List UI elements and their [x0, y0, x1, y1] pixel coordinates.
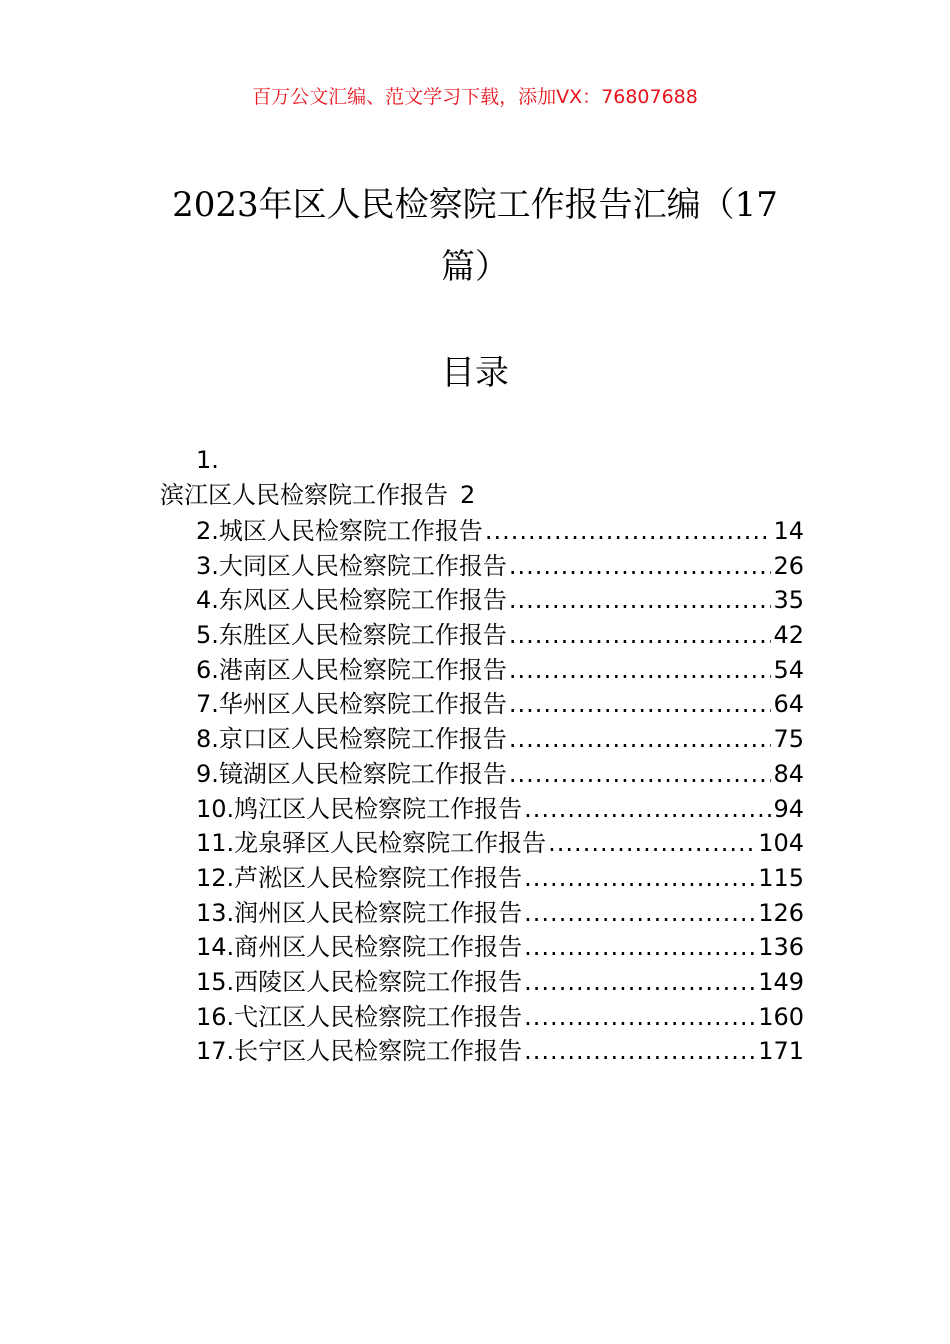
- toc-item[interactable]: [196, 722, 804, 757]
- toc-item-leader: [524, 965, 756, 999]
- toc-item-label: 9.镜湖区人民检察院工作报告: [196, 759, 507, 788]
- toc-item-page: 14: [773, 517, 804, 545]
- toc-item[interactable]: [196, 757, 804, 792]
- toc-item-page: 84: [773, 759, 804, 788]
- toc-item-page: 26: [773, 551, 804, 580]
- title-line-1: [0, 174, 950, 236]
- toc-item-label: 7.华州区人民检察院工作报告: [196, 690, 507, 719]
- toc-item-leader: [509, 722, 772, 756]
- toc-item-label: 4.东风区人民检察院工作报告: [196, 586, 507, 615]
- toc-item[interactable]: [196, 792, 804, 827]
- toc-item-1[interactable]: [160, 479, 475, 511]
- title-line-2: 篇）: [441, 247, 509, 287]
- toc-item[interactable]: [196, 653, 804, 688]
- toc-item-page: 160: [758, 1002, 804, 1031]
- document-title: [0, 174, 950, 298]
- toc-item[interactable]: [196, 1034, 804, 1069]
- watermark-text: 百万公文汇编、范文学习下载，添加VX：76807688: [252, 86, 698, 108]
- title-year: 2023: [172, 185, 259, 225]
- toc-item[interactable]: [196, 930, 804, 965]
- toc-item-leader: [524, 1000, 756, 1034]
- toc-item[interactable]: [196, 583, 804, 618]
- toc-item[interactable]: [196, 514, 804, 549]
- toc-item-label: 15.西陵区人民检察院工作报告: [196, 967, 523, 996]
- toc-item-label: 2.城区人民检察院工作报告: [196, 517, 483, 545]
- toc-item-leader: [524, 792, 771, 826]
- toc-item-label: 11.龙泉驿区人民检察院工作报告: [196, 829, 547, 858]
- toc-list: [196, 514, 804, 1069]
- toc-item-label: 14.商州区人民检察院工作报告: [196, 933, 523, 962]
- toc-item-label: 16.弋江区人民检察院工作报告: [196, 1002, 523, 1031]
- toc-item-leader: [485, 514, 772, 548]
- toc-item-label: 10.鸠江区人民检察院工作报告: [196, 794, 523, 823]
- toc-item[interactable]: [196, 687, 804, 722]
- toc-item-leader: [509, 687, 772, 721]
- toc-item-page: 136: [758, 933, 804, 962]
- toc-heading: 目录: [441, 353, 509, 393]
- toc-item-leader: [509, 583, 772, 617]
- toc-item[interactable]: [196, 896, 804, 931]
- toc-item[interactable]: [196, 1000, 804, 1035]
- toc-item-leader: [524, 1034, 756, 1068]
- toc-item-page: 126: [758, 898, 804, 927]
- toc-item[interactable]: [196, 826, 804, 861]
- toc-item-page: 75: [773, 725, 804, 754]
- toc-item-page: 115: [758, 863, 804, 892]
- toc-item[interactable]: [196, 965, 804, 1000]
- toc-item-leader: [524, 930, 756, 964]
- toc-item[interactable]: [196, 861, 804, 896]
- toc-item-page: 64: [773, 690, 804, 719]
- toc-item-page: 94: [773, 794, 804, 823]
- toc-item-label: 5.东胜区人民检察院工作报告: [196, 621, 507, 650]
- toc-item-page: 149: [758, 967, 804, 996]
- toc-item-label: 8.京口区人民检察院工作报告: [196, 725, 507, 754]
- toc-item-label: 3.大同区人民检察院工作报告: [196, 551, 507, 580]
- toc-item-1-page: 2: [460, 481, 476, 509]
- title-text: 年区人民检察院工作报告汇编（: [258, 185, 735, 225]
- toc-item[interactable]: [196, 618, 804, 653]
- toc-item-leader: [524, 861, 756, 895]
- title-count: 17: [734, 185, 778, 225]
- toc-item-1-title: 滨江区人民检察院工作报告: [160, 481, 448, 509]
- toc-item-page: 104: [758, 829, 804, 858]
- toc-item-leader: [509, 618, 772, 652]
- toc-item-leader: [509, 757, 772, 791]
- toc-item[interactable]: [196, 549, 804, 584]
- toc-item-leader: [509, 549, 772, 583]
- toc-item-label: 6.港南区人民检察院工作报告: [196, 655, 507, 684]
- toc-item-label: 17.长宁区人民检察院工作报告: [196, 1037, 523, 1066]
- toc-item-leader: [509, 653, 772, 687]
- toc-item-page: 42: [773, 621, 804, 650]
- toc-item-label: 12.芦淞区人民检察院工作报告: [196, 863, 523, 892]
- toc-item-leader: [524, 896, 756, 930]
- toc-item-page: 171: [758, 1037, 804, 1066]
- toc-item-leader: [548, 826, 756, 860]
- toc-item-label: 13.润州区人民检察院工作报告: [196, 898, 523, 927]
- toc-item-page: 35: [773, 586, 804, 615]
- toc-item-page: 54: [773, 655, 804, 684]
- toc-item-1-number: 1.: [196, 446, 219, 474]
